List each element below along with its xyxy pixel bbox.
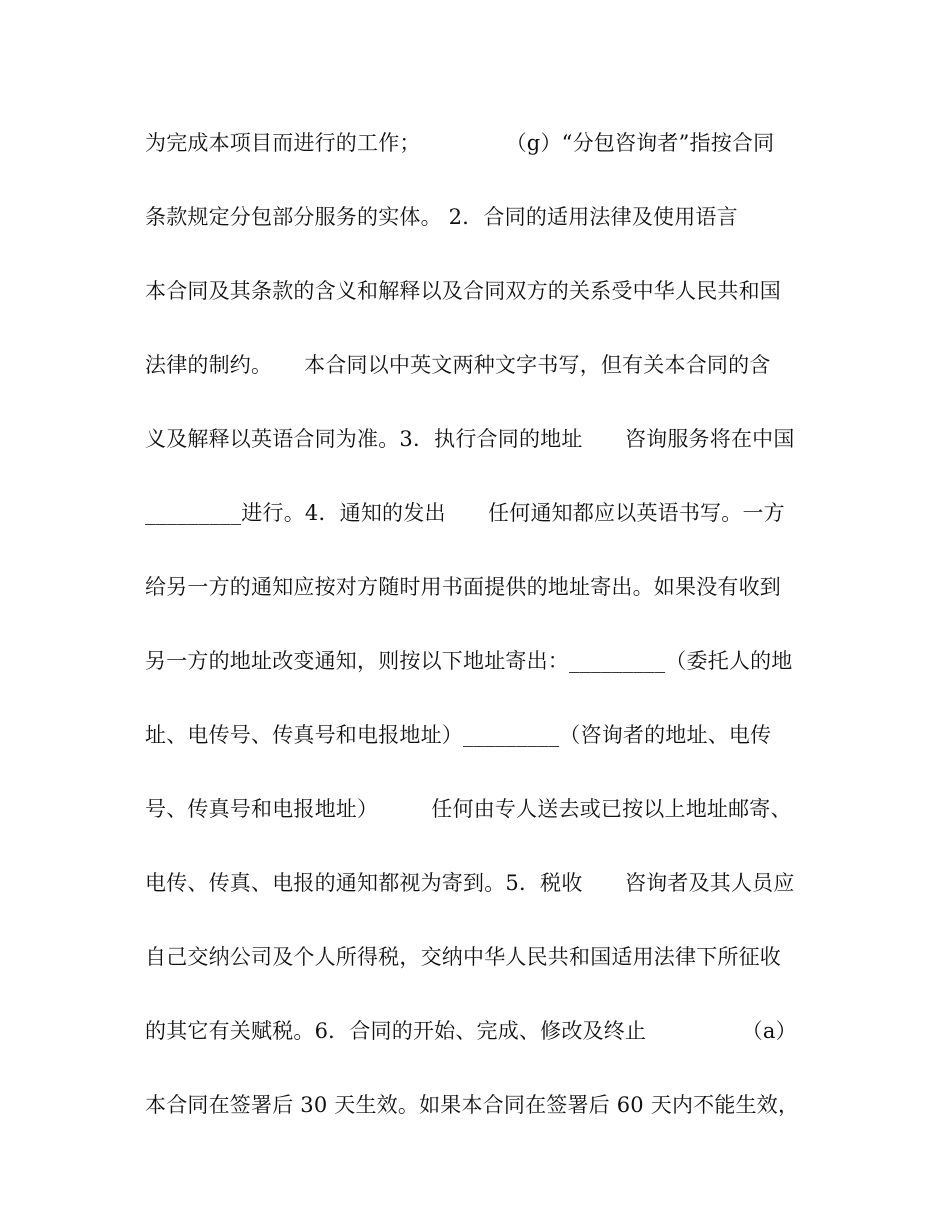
text-line: 本合同及其条款的含义和解释以及合同双方的关系受中华人民共和国 <box>145 279 781 303</box>
text-line: 给另一方的通知应按对方随时用书面提供的地址寄出。如果没有收到 <box>145 575 781 599</box>
text-line: 另一方的地址改变通知，则按以下地址寄出：_________（委托人的地 <box>145 649 793 673</box>
text-line: _________进行。4．通知的发出 任何通知都应以英语书写。一方 <box>145 501 785 525</box>
text-line: 法律的制约。 本合同以中英文两种文字书写，但有关本合同的含 <box>145 353 771 377</box>
text-line: 本合同在签署后 30 天生效。如果本合同在签署后 60 天内不能生效， <box>145 1093 800 1117</box>
text-line: 为完成本项目而进行的工作； （g）“分包咨询者”指按合同 <box>145 131 775 155</box>
text-line: 义及解释以英语合同为准。3．执行合同的地址 咨询服务将在中国 <box>145 427 795 451</box>
text-line: 址、电传号、传真号和电报地址）_________（咨询者的地址、电传 <box>145 723 772 747</box>
text-line: 号、传真号和电报地址） 任何由专人送去或已按以上地址邮寄、 <box>145 797 792 821</box>
text-line: 条款规定分包部分服务的实体。 2．合同的适用法律及使用语言 <box>145 205 738 229</box>
text-line: 自己交纳公司及个人所得税，交纳中华人民共和国适用法律下所征收 <box>145 945 781 969</box>
text-line: 电传、传真、电报的通知都视为寄到。5．税收 咨询者及其人员应 <box>145 871 795 895</box>
text-line: 的其它有关赋税。6．合同的开始、完成、修改及终止 （a） <box>145 1019 797 1043</box>
